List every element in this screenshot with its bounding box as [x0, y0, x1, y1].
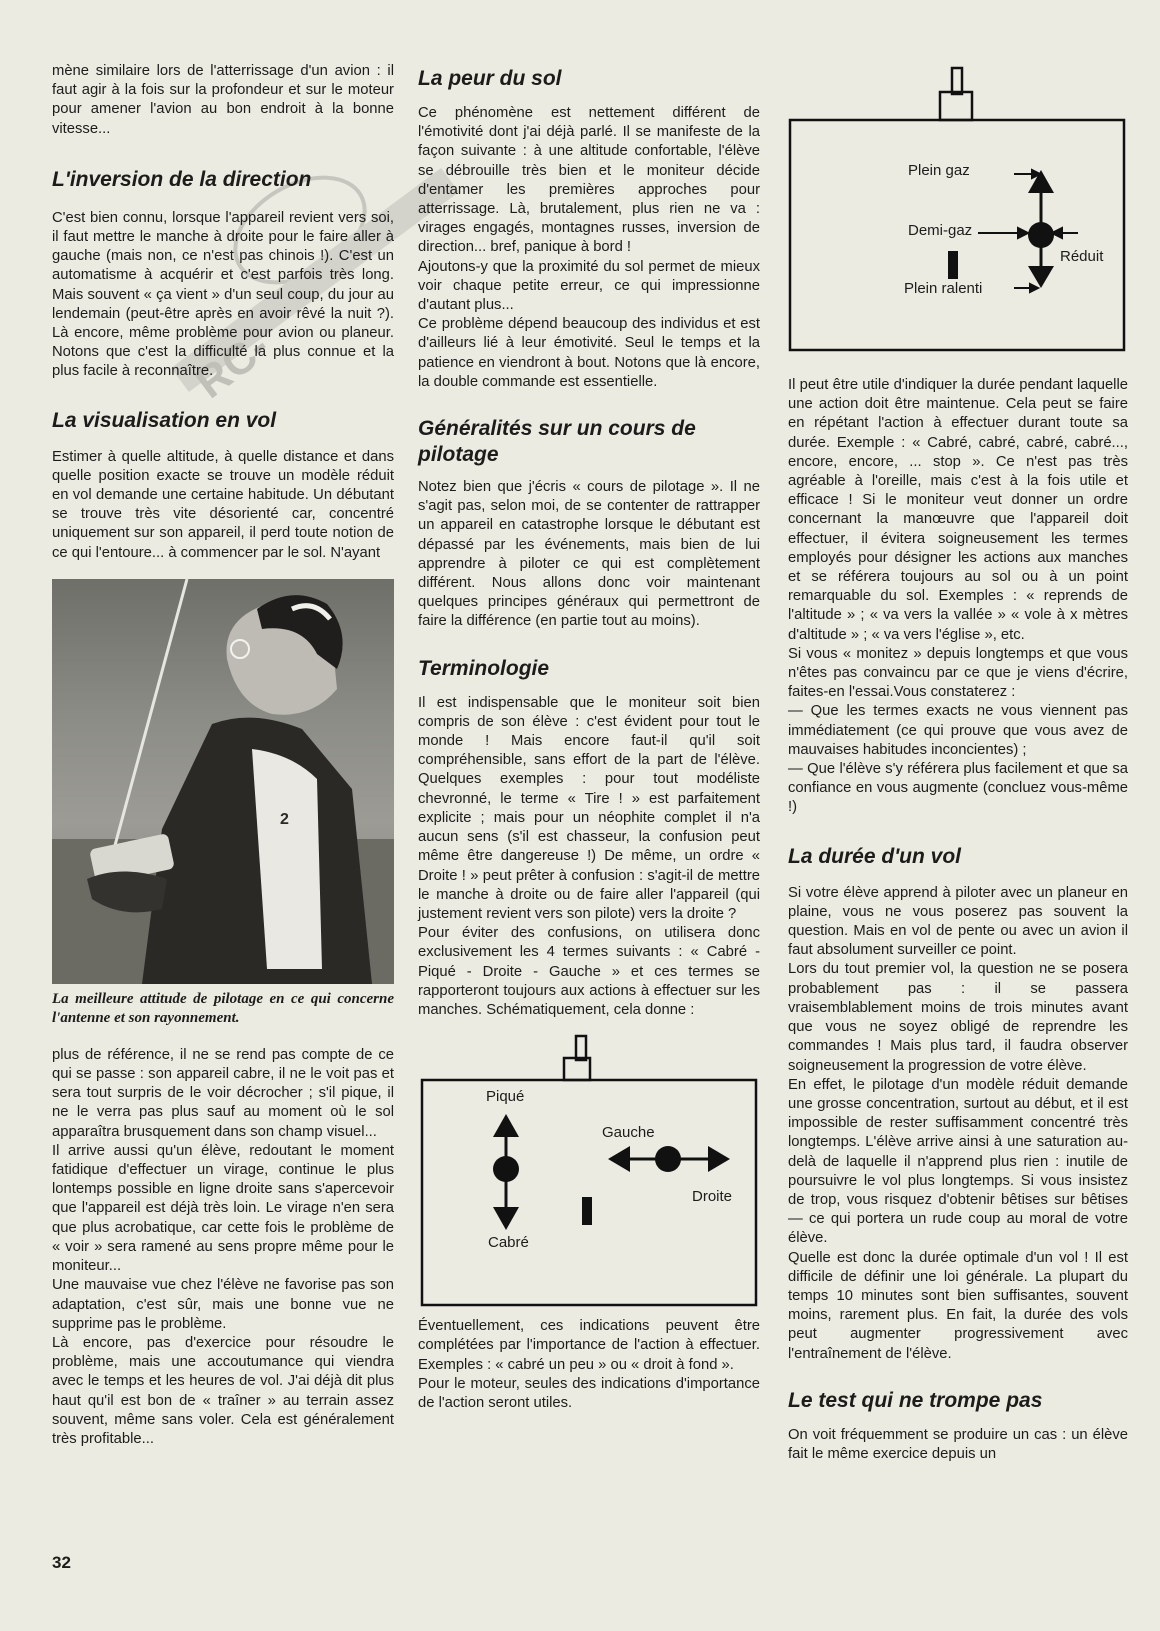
bib-text: 2: [280, 810, 289, 828]
column-2: [418, 62, 760, 1413]
heading-test: Le test qui ne trompe pas: [788, 1388, 1043, 1412]
paragraph-confusions: Pour éviter des confusions, on utilisera donc exclusivement les 4 termes suivants : « Cabré - Piqué - Droite - Gauche » et ces termes se rapporteront toujours aux actions à effectuer sur les manches. Schématiquement, cela donne :: [418, 925, 760, 1018]
paragraph-duree: Si votre élève apprend à piloter avec un planeur en plaine, vous ne vous poserez pas souvent la question. Mais en vol de pente ou avec un avion il faut absolument surveiller ce point.: [788, 884, 1128, 959]
paragraph-inversion: C'est bien connu, lorsque l'appareil revient vers soi, il faut mettre le manche à droite pour le faire aller à gauche (mais non, ce n'est pas chinois !). C'est un automatisme à acquérir et c'est parfois très long. Mais souvent « ça vient » d'un seul coup, du jour au lendemain (peut-être après en avoir rêvé la nuit ?). Là encore, même problème pour avion ou planeur. Notons que c'est la difficulté la plus connue et la plus facile à reconnaître.: [52, 209, 394, 380]
heading-generalites: Généralités sur un cours de pilotage: [418, 417, 696, 467]
paragraph-visualisation: Estimer à quelle altitude, à quelle distance et dans quelle position exacte se trouve un modèle réduit en vol demande une certaine habitude. Un débutant se trouve très vite désorienté car, concentré uniquement sur son appareil, il perd toute notion de ce qui l'entoure... à commencer par le sol. N'ayant: [52, 448, 394, 561]
label-cabre: Cabré: [488, 1234, 529, 1252]
paragraph-vue: Une mauvaise vue chez l'élève ne favorise pas son adaptation, c'est sûr, mais une bonne vue ne supprime pas le problème.: [52, 1277, 394, 1332]
paragraph-test: On voit fréquemment se produire un cas : un élève fait le même exercice depuis un: [788, 1426, 1128, 1462]
heading-visualisation: La visualisation en vol: [52, 408, 277, 432]
label-gauche: Gauche: [602, 1124, 655, 1142]
paragraph-probleme: Ce problème dépend beaucoup des individus et est d'ailleurs lié à leur émotivité. Seul le temps et la patience en viendront à bout. Notons que là encore, la double commande est essentielle.: [418, 316, 760, 390]
stick-diagram-directions: [418, 1032, 760, 1307]
pilot-illustration: [52, 579, 394, 984]
pilot-photo: [52, 579, 394, 984]
paragraph-dash-2: — Que l'élève s'y référera plus facilement et que sa confiance en vous augmente (concluez vous-même !): [788, 761, 1128, 816]
paragraph-exercice: Là encore, pas d'exercice pour résoudre le problème, mais une accoutumance qui viendra avec le temps et les heures de vol. J'ai déjà dit plus haut qu'il est bon de « traîner » au terrain assez souvent, même sans voler. Cela est généralement très profitable...: [52, 1334, 394, 1447]
heading-terminologie: Terminologie: [418, 656, 550, 680]
paragraph-eventuellement: Éventuellement, ces indications peuvent être complétées par l'importance de l'action à effectuer. Exemples : « cabré un peu » ou « droit à fond ».: [418, 1318, 760, 1373]
label-pique: Piqué: [486, 1088, 525, 1106]
paragraph-moteur: Pour le moteur, seules des indications d'importance de l'action seront utiles.: [418, 1375, 760, 1411]
throttle-arrow-icon: [1028, 170, 1054, 288]
page-number: 32: [52, 1553, 71, 1572]
paragraph-intro: mène similaire lors de l'atterrissage d'un avion : il faut agir à la fois sur la profondeur et sur le moteur pour amener l'avion au bon endroit à la bonne vitesse...: [52, 63, 394, 137]
column-3: [788, 62, 1128, 1464]
throttle-diagram: [788, 66, 1128, 354]
label-plein-gaz: Plein gaz: [908, 162, 970, 179]
paragraph-proximite: Ajoutons-y que la proximité du sol permet de mieux voir chaque petite erreur, ce qui impressionne d'autant plus...: [418, 258, 760, 314]
heading-duree-vol: La durée d'un vol: [788, 844, 962, 868]
horizontal-arrow-icon: [608, 1146, 730, 1172]
paragraph-moniteur: Si vous « monitez » depuis longtemps et que vous n'êtes pas convaincu par ce que je viens d'écrire, faites-en l'essai.Vous constaterez :: [788, 645, 1128, 701]
throttle-stick-icon: [948, 251, 958, 279]
throttle-stick-icon: [582, 1197, 592, 1225]
heading-peur-du-sol: La peur du sol: [418, 67, 562, 90]
paragraph-effet: En effet, le pilotage d'un modèle réduit demande une grosse concentration, surtout au début, et il est impossible de rester suffisamment concentré très longtemps. L'élève arrive ainsi à une saturation au-delà de laquelle il n'apprend plus rien : inutile de poursuivre le vol plus longtemps. Si vous insistez de trop, vous risquez d'obtenir bêtises sur bêtises — ce qui portera un rude coup au moral de votre élève.: [788, 1076, 1128, 1247]
column-1: [52, 62, 394, 1449]
paragraph-reference: plus de référence, il ne se rend pas compte de ce qui se passe : son appareil cabre, il ne le voit pas et sera tout surpris de le voir décrocher ; s'il pique, il ne le verra pas plus sauf au moment où le sol apparaîtra brusquement dans son champ visuel...: [52, 1046, 394, 1140]
paragraph-optimale: Quelle est donc la durée optimale d'un vol ! Il est difficile de définir une loi générale. La plupart du temps 10 minutes sont bien suffisantes, souvent moins, rarement plus. En fait, la durée des vols peut augmenter progressivement avec l'entraînement de l'élève.: [788, 1249, 1128, 1362]
label-droite: Droite: [692, 1188, 733, 1206]
paragraph-terminologie: Il est indispensable que le moniteur soit bien compris de son élève : c'est évident pour tout le monde ! Mais encore faut-il qu'il soit compréhensible, sans effort de la part de l'élève. Quelques exemples : pour tout modéliste chevronné, le terme « Tire ! » est parfaitement explicite ; mais pour un néophite complet il n'a aucun sens (s'il est chasseur, la confusion peut même être dangereuse !) De même, un ordre « Droite ! » peut prêter à confusion : s'agit-il de mettre le manche à droite ou de faire aller l'appareil (qui justement revient vers son pilote) vers la droite ?: [418, 694, 760, 922]
heading-inversion: L'inversion de la direction: [52, 167, 312, 191]
paragraph-peur: Ce phénomène est nettement différent de l'émotivité dont j'ai déjà parlé. Il se manifeste de la façon suivante : à une altitude confortable, l'élève se débrouille très bien et le moniteur décide d'entamer les premières approches pour atterrissage. Là, brutalement, plus rien ne va : virages engagés, montagnes russes, inversion de direction... bref, panique à bord !: [418, 105, 760, 256]
label-plein-ralenti: Plein ralenti: [904, 280, 983, 297]
paragraph-virage: Il arrive aussi qu'un élève, redoutant le moment fatidique d'effectuer un virage, continue le plus lontemps possible en ligne droite sans s'apercevoir que l'appareil est déjà très loin. Le virage n'en sera que plus acrobatique, car cette fois le problème de « voir » sera ramené au sens propre même pour le moniteur...: [52, 1142, 394, 1275]
photo-caption: La meilleure attitude de pilotage en ce qui concerne l'antenne et son rayonnement.: [52, 990, 394, 1026]
watermark-text: RC-: [186, 321, 279, 408]
paragraph-duree-action: Il peut être utile d'indiquer la durée pendant laquelle une action doit être maintenue. Cela peut se faire en répétant l'action à effectuer durant toute sa durée. Exemple : « Cabré, cabré, cabré, cabré..., encore, encore, ... stop ». Ce n'est pas très agréable à l'oreille, mais c'est à la fois utile et efficace ! Si le moniteur veut donner un ordre concernant la manœuvre que l'appareil doit effectuer, il évitera soigneusement les termes employés pour désigner les actions aux manches et se référera toujours au sol ou à un point remarquable du sol. Exemples : « reprends de l'altitude » ; « va vers la vallée » « vole à x mètres d'altitude » ; « va vers l'église », etc.: [788, 377, 1128, 643]
label-reduit: Réduit: [1060, 248, 1104, 265]
label-demi-gaz: Demi-gaz: [908, 222, 973, 239]
paragraph-premier-vol: Lors du tout premier vol, la question ne se posera probablement pas : il se passera vraisemblablement moins de trois minutes avant que vous ne soyez obligé de reprendre les commandes ! Mais plus tard, il faudra observer soigneusement la progression de votre élève.: [788, 961, 1128, 1074]
paragraph-dash-1: — Que les termes exacts ne vous viennent pas immédiatement (ce qui prouve que vous avez de mauvaises habitudes inconcientes) ;: [788, 703, 1128, 758]
paragraph-generalites: Notez bien que j'écris « cours de pilotage ». Il ne s'agit pas, selon moi, de se contenter de rattrapper un appareil en catastrophe lorsque le débutant est dépassé par les événements, mais bien de lui apprendre à piloter ce qui est complètement différent. Nous allons donc voir maintenant quelques principes généraux qui permettront de faire la différence (en partie tout au moins).: [418, 479, 760, 630]
vertical-arrow-icon: [493, 1114, 519, 1230]
